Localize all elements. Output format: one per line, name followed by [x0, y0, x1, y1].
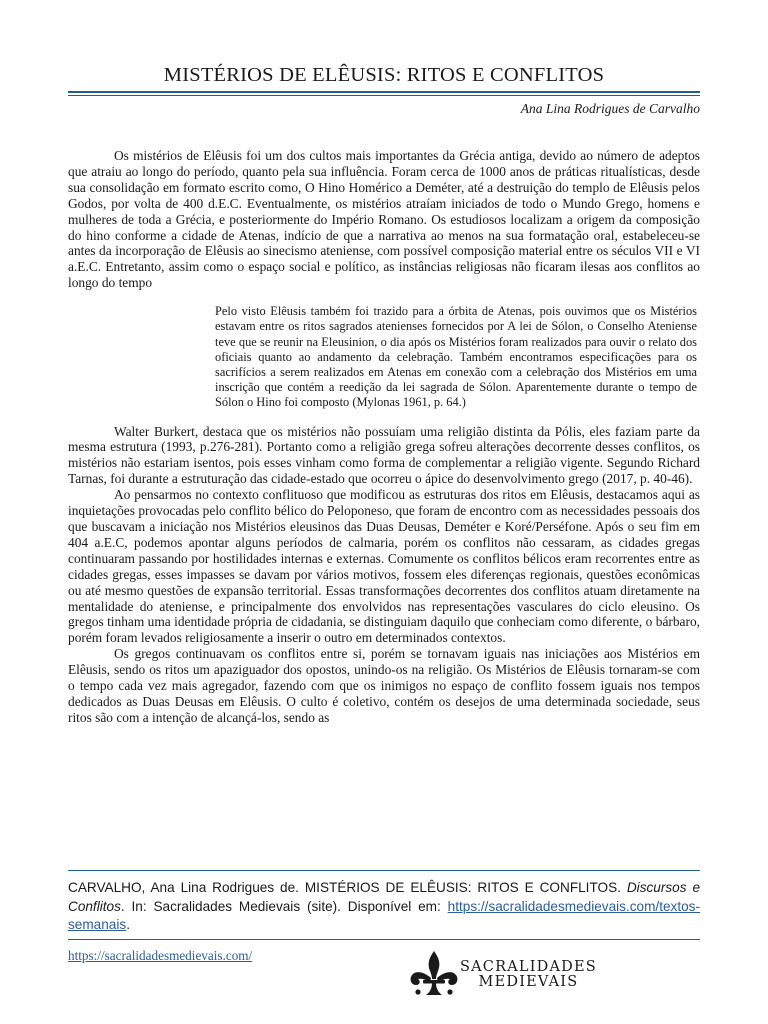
article-body: [68, 148, 700, 726]
footer-divider-top: [68, 870, 700, 871]
logo-wordmark: [460, 960, 597, 990]
citation-middle: . In: Sacralidades Medievais (site). Disponível em:: [120, 898, 448, 914]
paragraph-4: Os gregos continuavam os conflitos entre si, porém se tornavam iguais nas iniciações aos Mistérios em Elêusis, sendo os ritos um apaziguador dos opostos, unindo-os na religião. Os Mistérios de Elêusis tornaram-se com o tempo cada vez mais agregador, fazendo com que os inimigos no espaço de conflito fossem iguais nos tempos dedicados as Duas Deusas em Elêusis. O culto é coletivo, contém os desejos de uma determinada sociedade, seus ritos são com a intenção de alcançá-los, sendo as: [68, 646, 700, 725]
document-title: MISTÉRIOS DE ELÊUSIS: RITOS E CONFLITOS: [163, 64, 605, 86]
page: [68, 0, 701, 963]
paragraph-1: Os mistérios de Elêusis foi um dos cultos mais importantes da Grécia antiga, devido ao número de adeptos que atraiu ao longo do período, quanto pela sua influência. Foram cerca de 1000 anos de práticas ritualísticas, desde sua consolidação em formato escrito como, O Hino Homérico a Deméter, até a destruição do templo de Elêusis pelos Godos, por volta de 400 d.E.C. Eventualmente, os mistérios atraíam iniciados de todo o Mundo Grego, homens e mulheres de toda a Grécia, e posteriormente do Império Romano. Os estudiosos localizam a origem da composição do hino conforme a cidade de Atenas, indício de que a narrativa ao menos na sua formatação oral, estabeleceu-se antes da incorporação de Elêusis ao sinecismo ateniense, com possível composição material entre os séculos VII e VI a.E.C. Entretanto, assim como o espaço social e político, as instâncias religiosas não ficaram ilesas aos conflitos ao longo do tempo: [68, 148, 700, 291]
title-divider: [68, 91, 700, 96]
citation-prefix: CARVALHO, Ana Lina Rodrigues de. MISTÉRIOS DE ELÊUSIS: RITOS E CONFLITOS.: [68, 880, 627, 895]
citation-link[interactable]: https://sacralidadesmedievais.com/textos-semanais: [68, 898, 700, 932]
citation: [68, 879, 700, 935]
sacralidades-logo: [408, 948, 628, 998]
block-quote: Pelo visto Elêusis também foi trazido para a órbita de Atenas, pois ouvimos que os Mistérios estavam entre os ritos sagrados atenienses fornecidos por A lei de Sólon, o Conselho Ateniense teve que se reunir na Eleusinion, o dia após os Mistérios foram realizados para ouvir o relato dos oficiais quanto ao andamento da celebração. Também encontramos especificações para os sacrifícios a serem realizados em Atenas em conexão com a celebração dos Mistérios em uma inscrição que contém a reedição da lei sagrada de Sólon. Aparentemente durante o tempo de Sólon o Hino foi composto (Mylonas 1961, p. 64.): [215, 304, 697, 410]
footer-divider-bottom: [68, 939, 700, 940]
author-name: Ana Lina Rodrigues de Carvalho: [520, 101, 700, 116]
site-link[interactable]: https://sacralidadesmedievais.com/: [68, 947, 253, 963]
paragraph-3: Ao pensarmos no contexto conflituoso que modificou as estruturas dos ritos em Elêusis, destacamos aqui as inquietações provocadas pelo conflito bélico do Peloponeso, que foram de encontro com as necessidades pessoais dos que buscavam a iniciação nos Mistérios eleusinos das Duas Deusas, Deméter e Koré/Perséfone. Após o seu fim em 404 a.E.C, podemos apontar alguns períodos de calmaria, porém os conflitos não cessaram, as cidades gregas continuaram passando por hostilidades internas e externas. Comumente os conflitos bélicos eram recorrentes entre as cidades gregas, esses impasses se davam por vários motivos, fossem eles diferenças regionais, questões econômicas ou até mesmo questões de expansão territorial. Essas transformações decorrentes dos conflitos atuam diretamente na mentalidade do ateniense, e principalmente dos envolvidos nas representações vasculares do ciclo eleusino. Os gregos tinham uma identidade própria de cidadania, se distinguiam daquilo que conheciam como diferente, o bárbaro, porém foram levados religiosamente a inserir o outro em determinados contextos.: [68, 487, 700, 646]
logo-line-1: SACRALIDADES: [460, 959, 597, 975]
logo-line-2: MEDIEVAIS: [478, 974, 579, 990]
citation-section: Discursos e Conflitos: [68, 880, 701, 914]
fleur-de-lis-icon: [408, 948, 460, 998]
paragraph-2: Walter Burkert, destaca que os mistérios não possuíam uma religião distinta da Pólis, eles faziam parte da mesma estrutura (1993, p.276-281). Portanto como a religião grega sofreu alterações decorrente desses conflitos, os mistérios não estariam isentos, pois esses vinham como forma de complementar a religião vigente. Segundo Richard Tarnas, foi durante a estruturação das cidade-estado que ocorreu o ápice do desenvolvimento grego (2017, p. 40-46).: [68, 423, 700, 487]
citation-suffix: .: [126, 917, 130, 932]
